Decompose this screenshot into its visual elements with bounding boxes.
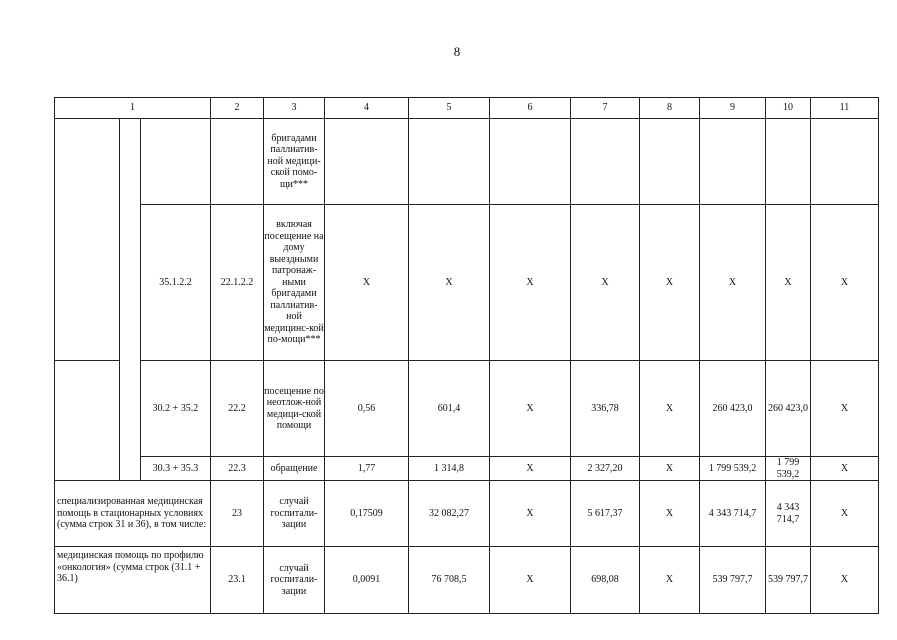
value-cell: X [490,205,571,361]
value-cell [409,119,490,205]
value-cell: X [490,361,571,457]
header-cell: 10 [766,98,811,119]
header-row [55,98,879,119]
table-row [55,119,879,205]
value-cell: 1 799 539,2 [700,457,766,481]
value-cell: X [325,205,409,361]
value-cell: X [640,361,700,457]
value-cell: 0,56 [325,361,409,457]
value-cell [640,119,700,205]
page-number: 8 [453,44,461,59]
value-cell [325,119,409,205]
value-cell: X [490,481,571,547]
row-number: 22.1.2.2 [211,205,264,361]
value-cell: 1 799 539,2 [766,457,811,481]
value-cell [490,119,571,205]
header-cell: 1 [55,98,211,119]
row-code: 35.1.2.2 [141,205,211,361]
data-table [54,97,879,614]
value-cell: X [640,205,700,361]
header-cell: 11 [811,98,879,119]
unit-cell: включая посещение на дому выездными патронаж-ными бригадами паллиатив-ной медицинс-кой по-мощи*** [264,205,325,361]
value-cell: X [640,481,700,547]
value-cell [811,119,879,205]
unit-cell: посещение по неотлож-ной медици-ской помощи [264,361,325,457]
table-row [55,361,879,457]
value-cell: X [490,457,571,481]
row-label: медицинская помощь по профилю «онкология» (сумма строк (31.1 + 36.1) [55,547,211,614]
value-cell: 4 343 714,7 [766,481,811,547]
value-cell: 1,77 [325,457,409,481]
value-cell: X [409,205,490,361]
header-cell: 2 [211,98,264,119]
value-cell: X [490,547,571,614]
value-cell: 76 708,5 [409,547,490,614]
value-cell: 260 423,0 [700,361,766,457]
value-cell: 0,0091 [325,547,409,614]
header-cell: 7 [571,98,640,119]
unit-cell: случай госпитали-зации [264,547,325,614]
header-cell: 4 [325,98,409,119]
value-cell: X [640,457,700,481]
header-cell: 6 [490,98,571,119]
value-cell: X [811,361,879,457]
header-cell: 9 [700,98,766,119]
table-row [55,457,879,481]
unit-cell: обращение [264,457,325,481]
value-cell: 698,08 [571,547,640,614]
row-number: 22.3 [211,457,264,481]
table-row [55,481,879,547]
row-number: 23 [211,481,264,547]
value-cell: 0,17509 [325,481,409,547]
value-cell: X [811,547,879,614]
value-cell [571,119,640,205]
row-number [211,119,264,205]
value-cell: 5 617,37 [571,481,640,547]
table-row [55,205,879,361]
value-cell: X [811,205,879,361]
value-cell: X [640,547,700,614]
value-cell: X [571,205,640,361]
row-label: специализированная медицинская помощь в стационарных условиях (сумма строк 31 и 36), в том числе: [55,481,211,547]
value-cell: 336,78 [571,361,640,457]
value-cell: 601,4 [409,361,490,457]
header-cell: 8 [640,98,700,119]
value-cell: X [811,457,879,481]
value-cell: 32 082,27 [409,481,490,547]
unit-cell: случай госпитали-зации [264,481,325,547]
row-code: 30.3 + 35.3 [141,457,211,481]
header-cell: 3 [264,98,325,119]
value-cell: X [700,205,766,361]
value-cell: 260 423,0 [766,361,811,457]
row-number: 22.2 [211,361,264,457]
header-cell: 5 [409,98,490,119]
value-cell [700,119,766,205]
value-cell: 4 343 714,7 [700,481,766,547]
value-cell: 1 314,8 [409,457,490,481]
row-number: 23.1 [211,547,264,614]
row-code [141,119,211,205]
value-cell: 2 327,20 [571,457,640,481]
unit-cell: бригадами паллиатив-ной медици-ской помо-щи*** [264,119,325,205]
row-code: 30.2 + 35.2 [141,361,211,457]
value-cell: X [811,481,879,547]
table-row [55,547,879,614]
value-cell: X [766,205,811,361]
value-cell: 539 797,7 [700,547,766,614]
value-cell [766,119,811,205]
value-cell: 539 797,7 [766,547,811,614]
